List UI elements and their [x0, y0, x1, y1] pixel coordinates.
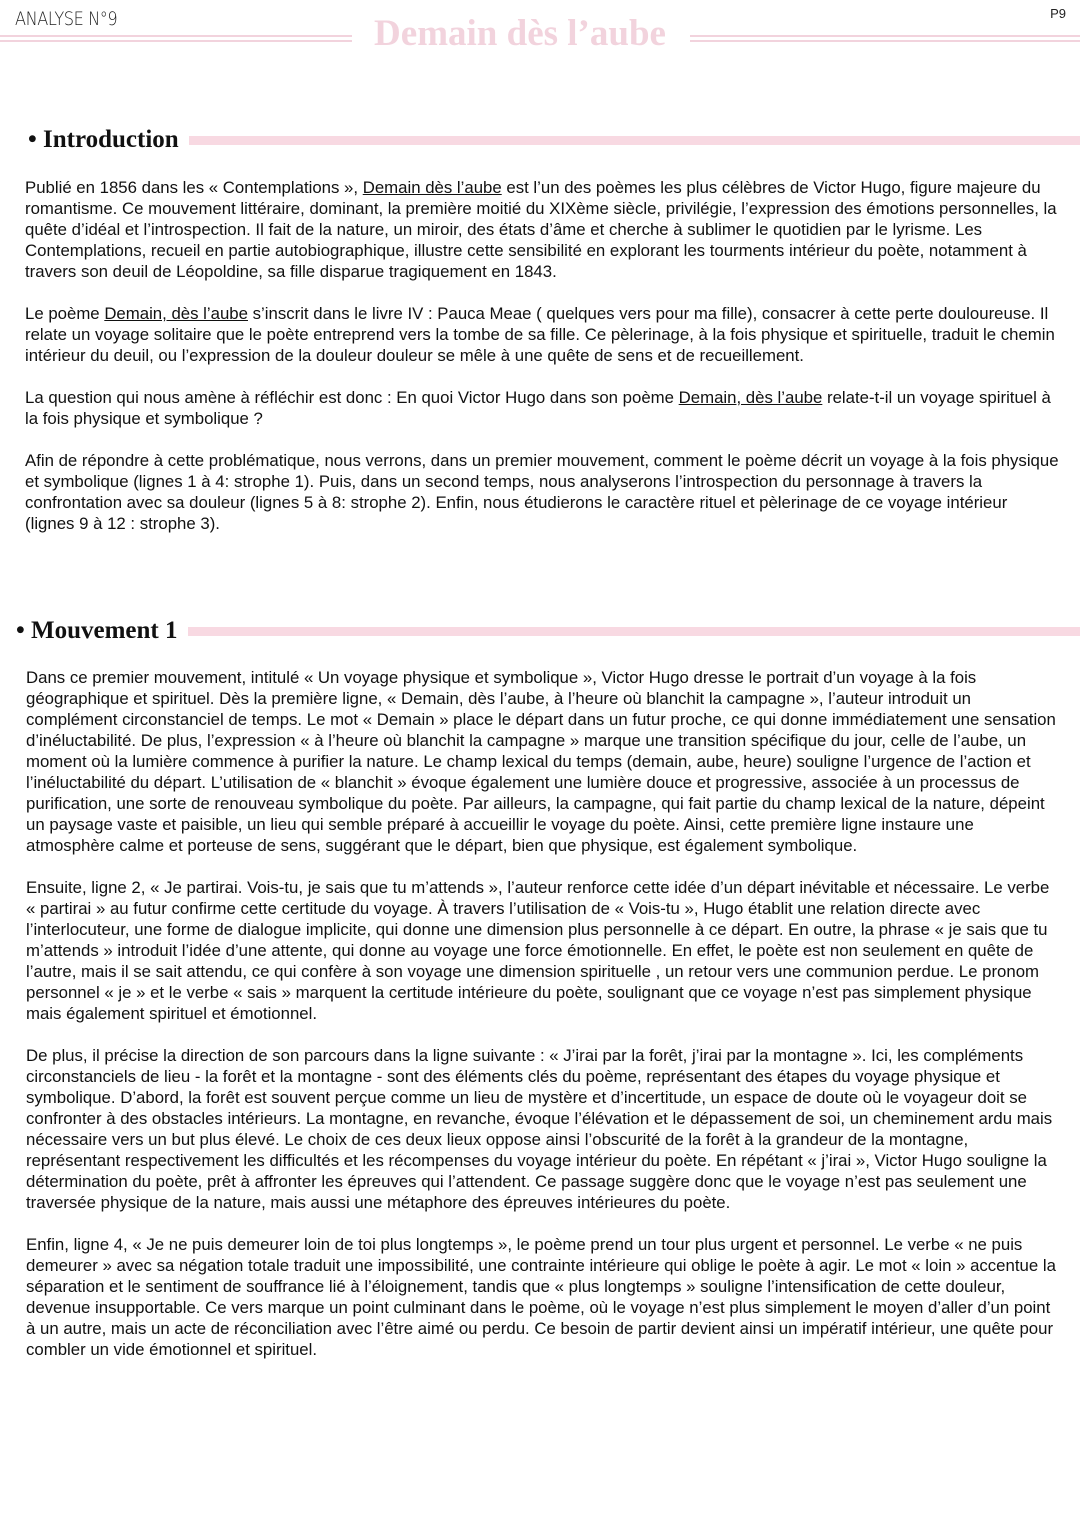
text: s’inscrit dans le livre IV : Pauca Meae ( quelques vers pour ma fille), consacrer à cette perte douloureuse. Il relate un voyage solitaire que le poète entreprend vers la tombe de sa fille. Ce pèlerinage, à la fois physique et spirituelle, traduit le chemin intérieur du deuil, ou l’expression de la douleur douleur se mêle à une quête de sens et de recueillement. — [25, 304, 1055, 365]
document-title: Demain dès l’aube — [374, 13, 666, 54]
mvt1-paragraph: De plus, il précise la direction de son parcours dans la ligne suivante : « J’irai par la forêt, j’irai par la montagne ». Ici, les compléments circonstanciels de lieu - la forêt et la montagne - sont des éléments clés du poème, représentant des étapes du voyage physique et symbolique. D’abord, la forêt est souvent perçue comme un lieu de mystère et d’incertitude, un espace de doute où le voyageur doit se confronter à des obstacles intérieurs. La montagne, en revanche, évoque l’élévation et le dépassement de soi, un cheminement ardu mais nécessaire vers un but plus élevé. Le choix de ces deux lieux oppose ainsi l’obscurité de la forêt à la grandeur de la montagne, représentant respectivement les difficultés et les récompenses du voyage intérieur du poète. En répétant « j’irai », Victor Hugo souligne la détermination du poète, prêt à affronter les épreuves qui l’attendent. Ce passage suggère donc que le voyage n’est pas seulement une traversée physique de la nature, mais aussi une métaphore des épreuves intérieures du poète. — [26, 1046, 1053, 1212]
intro-paragraph — [25, 387, 1060, 429]
heading-bar — [188, 627, 1080, 636]
mouvement-1-body — [26, 667, 1060, 1381]
page-number: P9 — [1050, 6, 1066, 21]
section-heading-mouvement-1 — [16, 617, 1080, 645]
text: relate-t-il un voyage spirituel à la fois physique et symbolique ? — [25, 388, 1051, 428]
introduction-body — [25, 177, 1060, 555]
mvt1-paragraph: Dans ce premier mouvement, intitulé « Un voyage physique et symbolique », Victor Hugo dresse le portrait d’un voyage à la fois géographique et spirituel. Dès la première ligne, « Demain, dès l’aube, à l’heure où blanchit la campagne », l’auteur introduit un complément circonstanciel de temps. Le mot « Demain » place le départ dans un futur proche, ce qui donne immédiatement une sensation d’inéluctabilité. De plus, l’expression « à l’heure où blanchit la campagne » marque une transition spécifique du jour, celle de l’aube, un moment où la lumière commence à purifier la nature. Le champ lexical du temps (demain, aube, heure) souligne l’urgence de l’action et l’inéluctabilité du départ. L’utilisation de « blanchit » évoque également une lumière douce et progressive, associée à un processus de purification, une sorte de renouveau symbolique du poète. Par ailleurs, la campagne, qui fait partie du champ lexical de la nature, dépeint un paysage vaste et paisible, un lieu qui semble préparé à accueillir le voyage du poète. Ainsi, cette première ligne instaure une atmosphère calme et porteuse de sens, suggérant que le départ, bien que physique, est également symbolique. — [26, 668, 1056, 855]
poem-title-underlined: Demain, dès l’aube — [678, 388, 823, 407]
analysis-tag: ANALYSE N°9 — [15, 8, 118, 30]
mvt1-paragraph: Enfin, ligne 4, « Je ne puis demeurer loin de toi plus longtemps », le poème prend un tour plus urgent et personnel. Le verbe « ne puis demeurer » avec sa négation totale traduit une impossibilité, une contrainte intérieure qui oblige le poète à agir. Le mot « loin » accentue la séparation et le sentiment de souffrance lié à l’éloignement, tandis que « plus longtemps » souligne l’intensification de cette douleur, devenue insupportable. Ce vers marque un point culminant dans le poème, où le voyage n’est plus simplement le moyen d’aller d’un point à un autre, mais un acte de réconciliation avec l’être aimé ou perdu. Ce besoin de partir devient ainsi un impératif intérieur, une quête pour combler un vide émotionnel et spirituel. — [26, 1235, 1056, 1359]
heading-text: • Introduction — [28, 126, 179, 153]
section-heading-introduction — [28, 126, 1080, 154]
heading-text: • Mouvement 1 — [16, 617, 178, 644]
mvt1-paragraph: Ensuite, ligne 2, « Je partirai. Vois-tu, je sais que tu m’attends », l’auteur renforce cette idée d’un départ inévitable et nécessaire. Le verbe « partirai » au futur confirme cette certitude du voyage. À travers l’utilisation de « Vois-tu », Hugo établit une relation directe avec l’interlocuteur, une forme de dialogue implicite, qui donne une dimension plus personnelle à ce départ. En outre, la phrase « je sais que tu m’attends » introduit l’idée d’une attente, qui donne au voyage une force émotionnelle. En effet, le poète est non seulement en quête de l’autre, mais il se sait attendu, ce qui confère à son voyage une dimension spirituelle , un retour vers une communion perdue. Le pronom personnel « je » et le verbe « sais » marquent la certitude intérieure du poète, soulignant que ce voyage n’est pas simplement physique mais également spirituel et émotionnel. — [26, 878, 1050, 1023]
text: Le poème — [25, 304, 105, 323]
intro-paragraph — [25, 177, 1060, 282]
text: Publié en 1856 dans les « Contemplations », — [25, 178, 363, 197]
poem-title-underlined: Demain, dès l’aube — [104, 304, 248, 323]
text: La question qui nous amène à réfléchir est donc : En quoi Victor Hugo dans son poème — [25, 388, 679, 407]
intro-paragraph — [25, 303, 1060, 366]
text: est l’un des poèmes les plus célèbres de Victor Hugo, figure majeure du romantisme. Ce mouvement littéraire, dominant, la première moitié du XIXème siècle, privilégie, l’expression des émotions personnelles, la quête d’idéal et l’introspection. Il fait de la nature, un miroir, des états d’âme et cherche à sublimer le quotidien par le lyrisme. Les Contemplations, recueil en partie autobiographique, illustre cette sensibilité en explorant les tourments intérieur du poète, notamment à travers son deuil de Léopoldine, sa fille disparue tragiquement en 1843. — [25, 178, 1057, 281]
heading-bar — [189, 136, 1080, 145]
poem-title-underlined: Demain dès l’aube — [362, 178, 502, 197]
intro-paragraph: Afin de répondre à cette problématique, nous verrons, dans un premier mouvement, comment le poème décrit un voyage à la fois physique et symbolique (lignes 1 à 4: strophe 1). Puis, dans un second temps, nous analyserons l’introspection du personnage à travers la confrontation avec sa douleur (lignes 5 à 8: strophe 2). Enfin, nous étudierons le caractère rituel et pèlerinage de ce voyage intérieur (lignes 9 à 12 : strophe 3). — [25, 451, 1059, 533]
